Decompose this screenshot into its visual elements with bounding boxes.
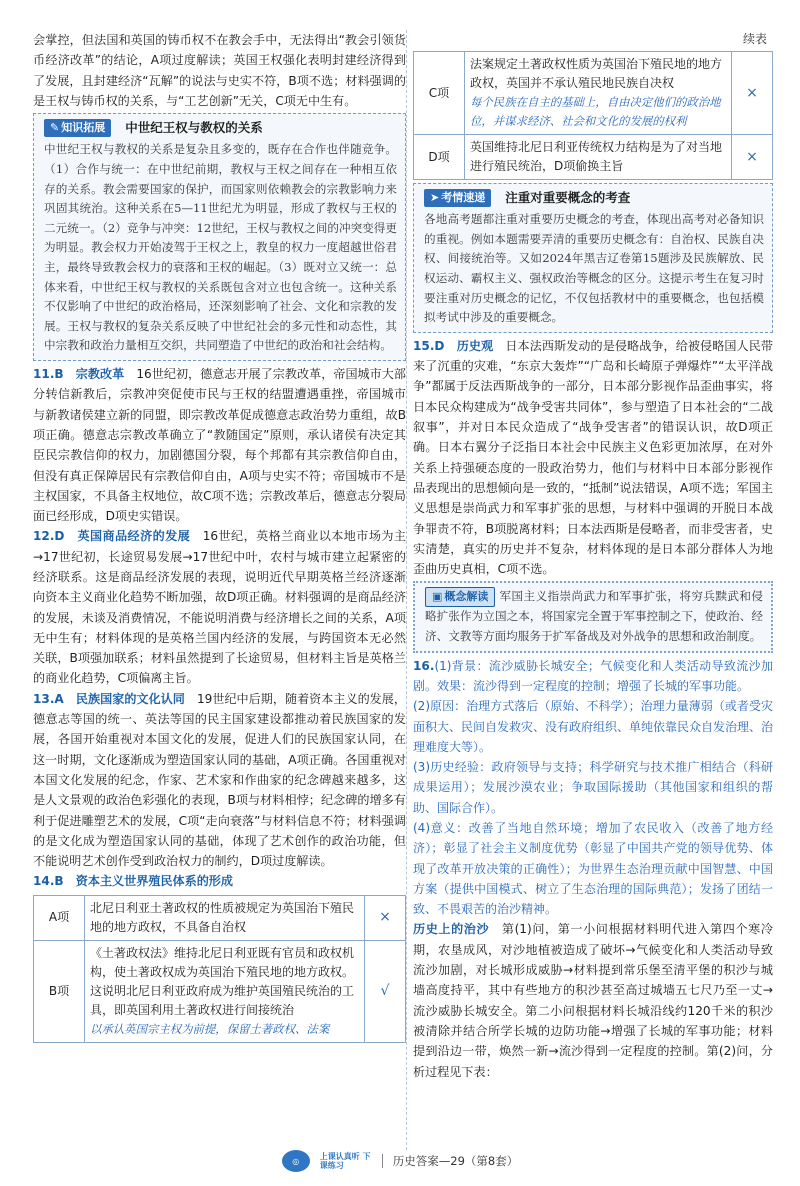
question-16-part3: (3)历史经验：政府领导与支持；科学研究与技术推广相结合（科研成果运用）；发展沙漠农业；争取国际援助（其他国家和组织的帮助、国际合作）。 bbox=[413, 760, 773, 815]
handwritten-note: 以承认英国宗主权为前提，保留土著政权、法案 bbox=[90, 1021, 330, 1036]
footer-page-label: 历史答案—29（第8套） bbox=[392, 1154, 519, 1168]
paragraph-intro: 会掌控，但法国和英国的铸币权不在教会手中，无法得出“教会引领货币经济改革”的结论，A项过度解读；英国王权强化表明封建经济得到了发展，且封建经济“瓦解”的说法与史实不符，B项不选；材料强调的是王权与铸币权的关系，与“工艺创新”无关，C项无中生有。 bbox=[33, 33, 406, 108]
question-16-part4: (4)意义：改善了当地自然环境；增加了农民收入（改善了地方经济）；彰显了社会主义制度优势（彰显了中国共产党的领导优势、体现了改革开放决策的正确性）；为世界生态治理贡献中国智慧、中国方案（提供中国模式、树立了生态治理的国际典范）；发扬了团结一致、不畏艰苦的治沙精神。 bbox=[413, 820, 773, 917]
footer-divider bbox=[382, 1154, 383, 1168]
table-row: A项 北尼日利亚土著政权的性质被规定为英国治下殖民地的地方政权，不具备自治权 × bbox=[34, 895, 406, 940]
page-footer bbox=[0, 1150, 800, 1172]
pencil-icon: ✎ bbox=[50, 121, 60, 135]
cross-mark: × bbox=[732, 52, 773, 135]
knowledge-box bbox=[33, 113, 406, 361]
trend-text: 各地高考题都注重对重要历史概念的考查，体现出高考对必备知识的重视。例如本题需要弄清的重要历史概念有：自治权、民族自决权、间接统治等。又如2024年黑吉辽卷第15题涉及民族解放、民权运动、霸权主义、强权政治等概念的区分。这提示考生在复习时要注重对历史概念的记忆，不仅包括教材中的重要概念，也包括模拟考试中涉及的重要概念。 bbox=[424, 212, 764, 325]
trend-tag: ➤ 考情速递 bbox=[424, 189, 491, 207]
logo-icon: ◎ bbox=[282, 1150, 310, 1172]
trend-box bbox=[413, 183, 773, 333]
question-16-part2: (2)原因：治理方式落后（原始、不科学）；治理力量薄弱（或者受灾面积大、民间自发救灾、没有政府组织、单纯依靠民众自发治理、治理难度大等）。 bbox=[413, 699, 774, 754]
question-16-part1: 16.(1)背景：流沙威胁长城安全；气候变化和人类活动导致流沙加剧。效果：流沙得到一定程度的控制；增强了长城的军事功能。 bbox=[413, 658, 773, 693]
send-icon: ➤ bbox=[430, 191, 440, 205]
right-column bbox=[413, 48, 773, 1082]
concept-box bbox=[413, 581, 773, 652]
knowledge-tag: ✎ 知识拓展 bbox=[44, 119, 111, 137]
table-row: C项 法案规定土著政权性质为英国治下殖民地的地方政权，英国并不承认殖民地民族自决权 每个民族在自主的基础上，自由决定他们的政治地位，并谋求经济、社会和文化的发展的权利 × bbox=[414, 52, 773, 135]
question-14-heading: 14.B 资本主义世界殖民体系的形成 bbox=[33, 874, 233, 889]
continued-label: 续表 bbox=[742, 32, 767, 46]
cross-mark: × bbox=[365, 895, 406, 940]
book-icon: ▣ bbox=[432, 590, 443, 604]
logo-text: 上课认真听 下课练习 bbox=[319, 1152, 371, 1170]
handwritten-note: 每个民族在自主的基础上，自由决定他们的政治地位，并谋求经济、社会和文化的发展的权利 bbox=[470, 95, 721, 128]
knowledge-title: 中世纪王权与教权的关系 bbox=[125, 120, 263, 136]
check-mark: √ bbox=[365, 940, 406, 1042]
table-row: B项 《土著政权法》维持北尼日利亚既有官员和政权机构，使土著政权成为英国治下殖民地的地方政权。这说明北尼日利亚政府成为维护英国殖民统治的工具，即英国利用土著政权进行间接统治 以承认英国宗主权为前提，保留土著政权、法案 √ bbox=[34, 940, 406, 1042]
question-15: 15.D 历史观 日本法西斯发动的是侵略战争，给被侵略国人民带来了沉重的灾难，“东京大轰炸”“广岛和长崎原子弹爆炸”“太平洋战争”都属于反法西斯战争的一部分，日本部分影视作品歪曲事实，将日本民众构建成为“战争受害共同体”，参与塑造了日本社会的“二战叙事”，并对日本民众造成了“战争受害者”的错误认识，故D项正确。日本右翼分子泛指日本社会中民族主义色彩更加浓厚，在对外关系上持强硬态度的一股政治势力，他们与材料中日本部分影视作品表现出的思想倾向是一致的，“抵制”说法错误，A项不选；军国主义思想是崇尚武力和军事扩张的思想，与材料中强调的开脱日本战争罪责不符，B项脱离材料；日本法西斯是侵略者，而非受害者，史实清楚，真实的历史并不复杂，材料体现的是日本部分群体人为地歪曲历史真相，C项不选。 bbox=[413, 338, 773, 577]
knowledge-text: 中世纪王权与教权的关系是复杂且多变的，既存在合作也伴随竞争。（1）合作与统一：在中世纪前期，教权与王权之间存在一种相互依存的关系。教会需要国家的保护，而国家则依赖教会的宗教影响力来巩固其统治。这种关系在5—11世纪尤为明显，形成了教权与王权的二元统一。（2）竞争与冲突：12世纪，王权与教权之间的冲突变得更为明显。教会权力开始凌驾于王权之上，教皇的权力一度超越世俗君主，最终导致教会权力的衰落和王权的崛起。（3）既对立又统一：总体来看，中世纪王权与教权的关系既包含对立也包含统一。这种关系不仅影响了中世纪的政治格局，还深刻影响了社会、文化和宗教的发展。王权与教权的复杂关系反映了中世纪社会的多元性和动态性，其中宗教和政治力量相互交织，共同塑造了中世纪的政治和社会结构。 bbox=[44, 142, 397, 353]
concept-text: ▣ 概念解读 军国主义指崇尚武力和军事扩张，将穷兵黩武和侵略扩张作为立国之本，将国家完全置于军事控制之下，使政治、经济、文教等方面均服务于扩军备战及对外战争的思想和政治制度。 bbox=[425, 589, 763, 644]
sand-control-analysis: 历史上的治沙 第(1)问，第一小问根据材料明代进入第四个寒冷期，农垦成风，对沙地植被造成了破坏→气候变化和人类活动导致流沙加剧，对长城形成威胁→材料提到常乐堡至清平堡的积沙与城墙高度持平，其中有些地方的积沙甚至高过城墙五七尺乃至一丈→流沙威胁长城安全。第二小问根据材料长城沿线约120千米的积沙被清除并结合所学长城的边防功能→增强了长城的军事功能；材料提到沿边一带，焕然一新→流沙得到一定程度的控制。第(2)问，分析过程见下表： bbox=[413, 922, 773, 1079]
options-table-left bbox=[33, 895, 406, 1043]
trend-title: 注重对重要概念的考查 bbox=[505, 190, 631, 205]
cross-mark: × bbox=[732, 135, 773, 180]
column-divider bbox=[406, 30, 407, 1150]
table-row: D项 英国维持北尼日利亚传统权力结构是为了对当地进行殖民统治，D项偷换主旨 × bbox=[414, 135, 773, 180]
question-11: 11.B 宗教改革 16世纪初，德意志开展了宗教改革，帝国城市大部分转信新教后，宗教冲突促使市民与王权的结盟遭遇重挫，帝国城市与新教诸侯建立新的同盟，即宗教改革促成德意志政治势力重组，故B项正确。德意志宗教改革确立了“教随国定”原则，承认诸侯有决定其臣民宗教信仰的权力，加剧德国分裂，每个邦都有其宗教信仰自由，但没有真正保障居民有宗教信仰自由，A项与史实不符；帝国城市不是主权国家，不具备主权地位，故C项不选；宗教改革后，德意志分裂局面已经形成，D项史实错误。 bbox=[33, 367, 406, 524]
question-13: 13.A 民族国家的文化认同 19世纪中后期，随着资本主义的发展，德意志等国的统一、英法等国的民主国家建设都推动着民族国家的发展，各国开始重视对本国文化的发展，促进人们的民族国家认同，在这一时期，文化逐渐成为塑造国家认同的基础，A项正确。各国重视对本国文化发展的纪念，作家、艺术家和作曲家的纪念碑越来越多，这是人文景观的政治色彩强化的表现，B项与材料相悖；纪念碑的增多有利于促进雕塑艺术的发展，C项“走向衰落”与材料信息不符；材料强调的是文化成为塑造国家认同的基础，体现了艺术创作的政治功能，但不能说明艺术创作受到政治权力的制约，D项过度解读。 bbox=[33, 691, 406, 869]
options-table-right bbox=[413, 51, 773, 180]
left-column bbox=[33, 30, 406, 1046]
concept-tag: ▣ 概念解读 bbox=[425, 587, 495, 607]
question-12: 12.D 英国商品经济的发展 16世纪，英格兰商业以本地市场为主→17世纪初，长途贸易发展→17世纪中叶，农村与城市建立起紧密的经济联系。这是商品经济发展的表现，说明近代早期英格兰经济逐渐向资本主义商业化趋势不断加强，故D项正确。材料强调的是商品经济的发展，未谈及消费情况，不能说明消费与经济增长之间的关系，A项无中生有；材料体现的是英格兰国内经济的发展，与跨国资本无必然关联，B项强加联系；材料虽然提到了长途贸易，但材料主旨是英格兰的商业化趋势，C项偏离主旨。 bbox=[33, 529, 406, 686]
